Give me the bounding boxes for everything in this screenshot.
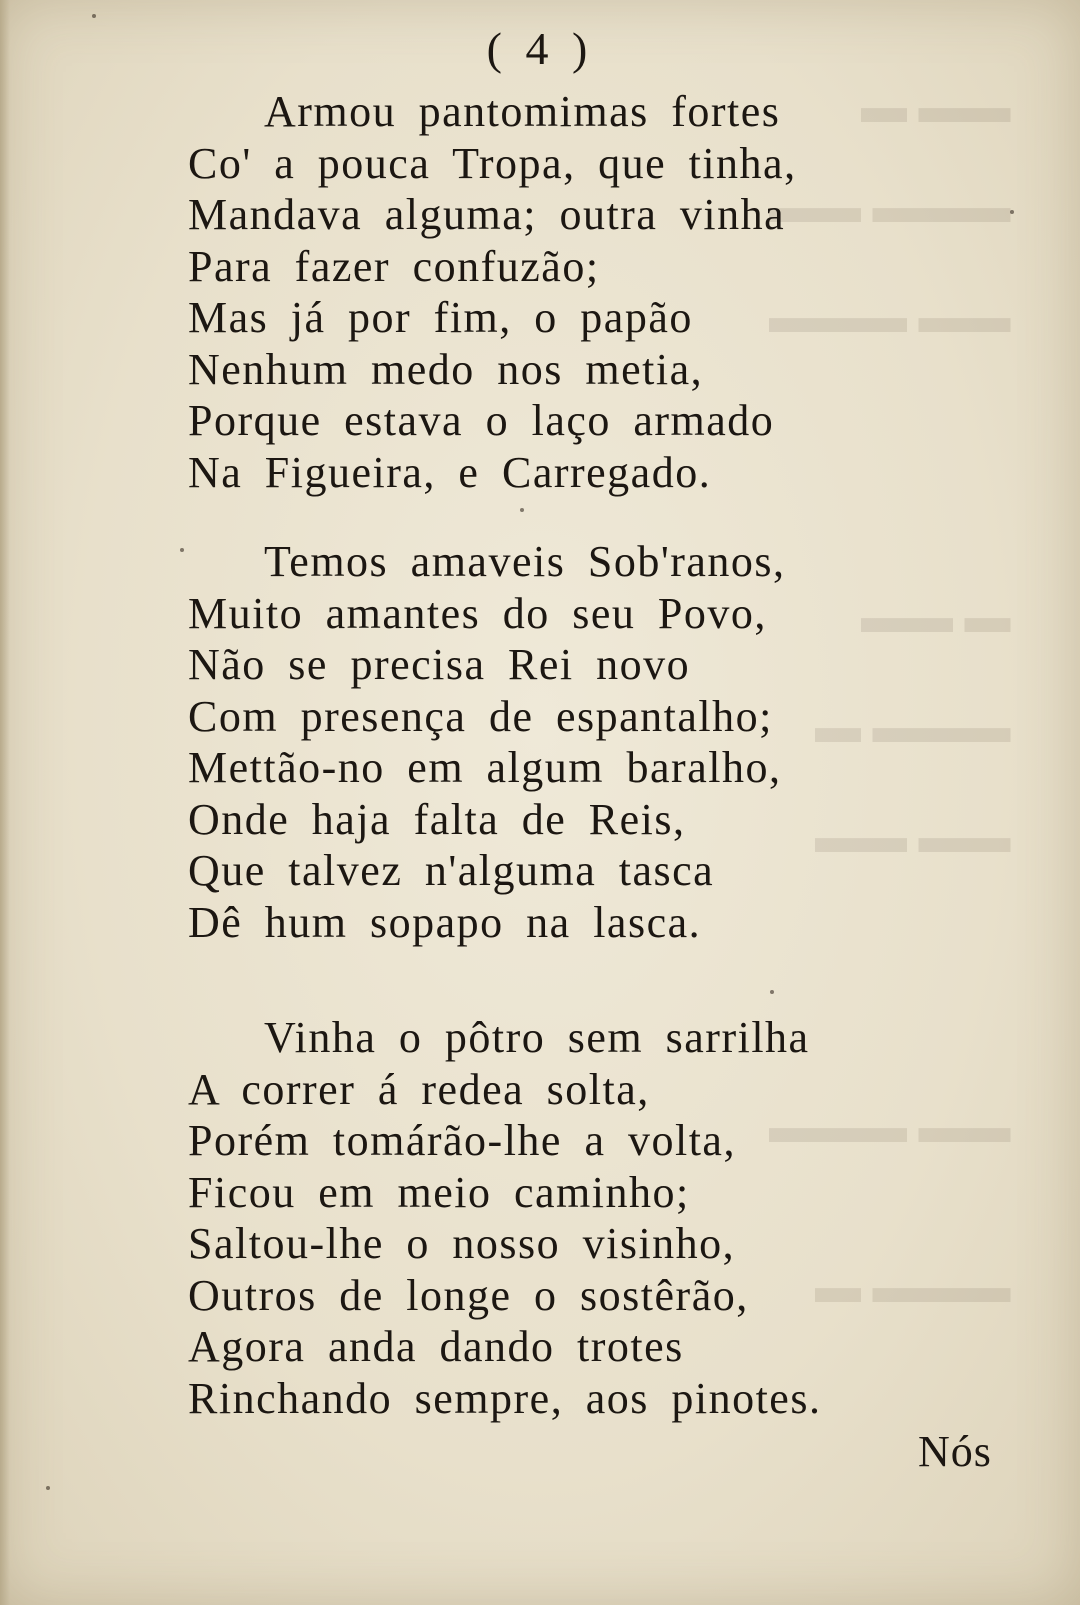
verse-line: Não se precisa Rei novo xyxy=(188,640,691,689)
verse-line: Com presença de espantalho; xyxy=(188,691,773,741)
paper-speck xyxy=(180,548,184,552)
verse-line: Onde haja falta de Reis, xyxy=(188,794,686,844)
verse-line: Ficou em meio caminho; xyxy=(188,1167,690,1217)
bleed-through-decoration: ▬▬ ▬ xyxy=(860,81,1010,132)
verse-line: Mandava alguma; outra vinha xyxy=(188,190,786,239)
paper-speck xyxy=(1010,210,1014,214)
verse-line: Vinha o pôtro sem sarrilha xyxy=(264,1013,810,1062)
catchword: Nós xyxy=(918,1427,992,1476)
verse-line: Co' a pouca Tropa, que tinha, xyxy=(188,138,797,188)
verse-line: Porém tomárão-lhe a volta, xyxy=(188,1116,736,1165)
page-number: ( 4 ) xyxy=(486,23,594,74)
verse-line: Muito amantes do seu Povo, xyxy=(188,588,767,638)
paper-speck xyxy=(92,14,96,18)
verse-line: Nenhum medo nos metia, xyxy=(188,344,704,394)
bleed-through-decoration: ▬▬▬ ▬▬ xyxy=(768,181,1010,232)
paper-speck xyxy=(46,1486,50,1490)
verse-line: Armou pantomimas fortes xyxy=(264,87,781,136)
bleed-through-decoration: ▬ ▬▬ xyxy=(860,591,1010,642)
stanza-1 xyxy=(188,86,797,498)
bleed-through-decoration: ▬▬▬ ▬ xyxy=(814,701,1010,752)
verse-line: Mettão-no em algum baralho, xyxy=(188,743,782,792)
page-gutter-shadow xyxy=(0,0,10,1605)
verse-line: A correr á redea solta, xyxy=(188,1064,650,1114)
bleed-through-decoration: ▬▬ ▬▬▬ xyxy=(768,1101,1010,1152)
verse-line: Dê hum sopapo na lasca. xyxy=(188,897,702,947)
verse-line: Mas já por fim, o papão xyxy=(188,293,693,342)
verse-line: Outros de longe o sostêrão, xyxy=(188,1270,749,1320)
verse-line: Que talvez n'alguma tasca xyxy=(188,846,715,895)
paper-speck xyxy=(520,508,524,512)
paper-speck xyxy=(770,990,774,994)
stanza-2 xyxy=(188,536,786,948)
stanza-3 xyxy=(188,1012,821,1424)
verse-line: Na Figueira, e Carregado. xyxy=(188,447,712,497)
verse-line: Rinchando sempre, aos pinotes. xyxy=(188,1373,822,1423)
verse-line: Temos amaveis Sob'ranos, xyxy=(264,537,786,586)
verse-line: Porque estava o laço armado xyxy=(188,396,775,445)
verse-line: Saltou-lhe o nosso visinho, xyxy=(188,1219,736,1268)
bleed-through-decoration: ▬▬ ▬▬ xyxy=(814,811,1010,862)
bleed-through-decoration: ▬▬ ▬▬▬ xyxy=(768,291,1010,342)
verse-line: Para fazer confuzão; xyxy=(188,241,600,291)
verse-line: Agora anda dando trotes xyxy=(188,1322,684,1371)
bleed-through-decoration: ▬▬▬ ▬ xyxy=(814,1261,1010,1312)
